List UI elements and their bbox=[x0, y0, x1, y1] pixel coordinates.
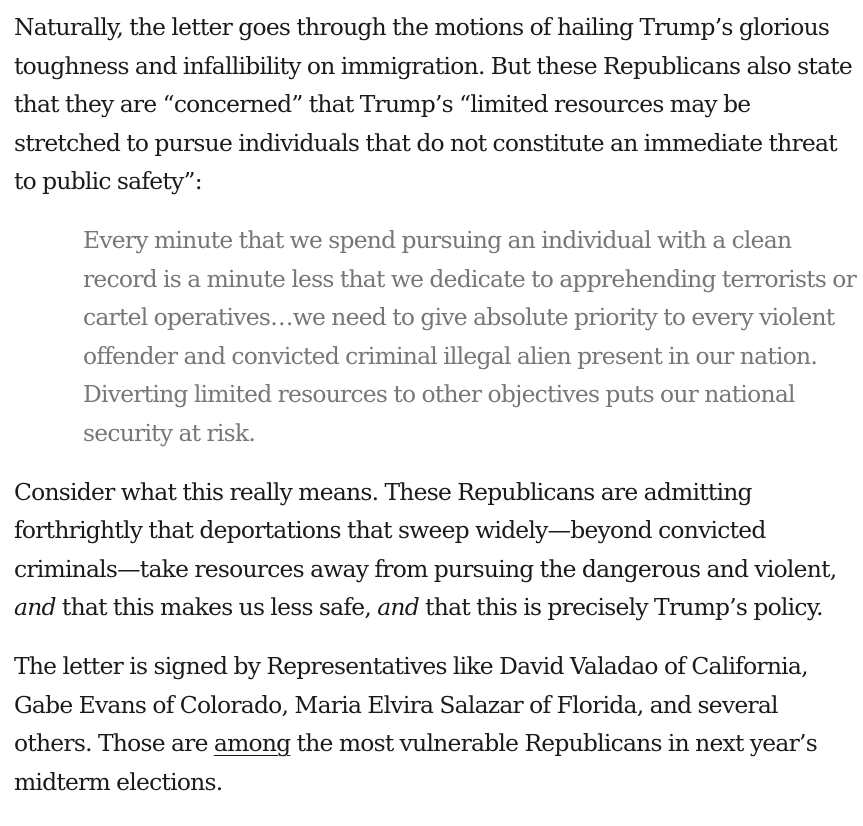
emphasis-and-2: and bbox=[377, 593, 419, 622]
paragraph-analysis-text-2: that this makes us less safe, bbox=[55, 593, 378, 622]
emphasis-and-1: and bbox=[14, 593, 56, 622]
paragraph-signers-text-1: The letter is signed by Representatives like David Valadao of California, Gabe Evans of Colorado, Maria Elvira Salazar of Florida, and several others. Those are bbox=[14, 651, 808, 758]
paragraph-analysis-text-3: that this is precisely Trump’s policy. bbox=[418, 593, 823, 622]
paragraph-intro: Naturally, the letter goes through the motions of hailing Trump’s glorious toughness and infallibility on immigration. But these Republicans also state that they are “concerned” that Trump’s “limited resources may be stretched to pursue individuals that do not constitute an immediate threat to public safety”: bbox=[14, 13, 853, 196]
link-among[interactable]: among bbox=[213, 729, 291, 758]
blockquote: Every minute that we spend pursuing an individual with a clean record is a minute less that we dedicate to apprehending terrorists or cartel operatives…we need to give absolute priority to every violent offender and convicted criminal illegal alien present in our nation. Diverting limited resources to other objectives puts our national security at risk. bbox=[83, 225, 857, 447]
paragraph-analysis-text-1: Consider what this really means. These Republicans are admitting forthrightly that deportations that sweep widely—beyond convicted criminals—take resources away from pursuing the dangerous and violent, bbox=[14, 477, 837, 583]
paragraph-analysis bbox=[14, 473, 860, 627]
paragraph-signers bbox=[14, 647, 860, 801]
article-body bbox=[14, 8, 860, 801]
paragraph-signers-text-2: the most vulnerable Republicans in next year’s midterm elections. bbox=[14, 729, 817, 796]
